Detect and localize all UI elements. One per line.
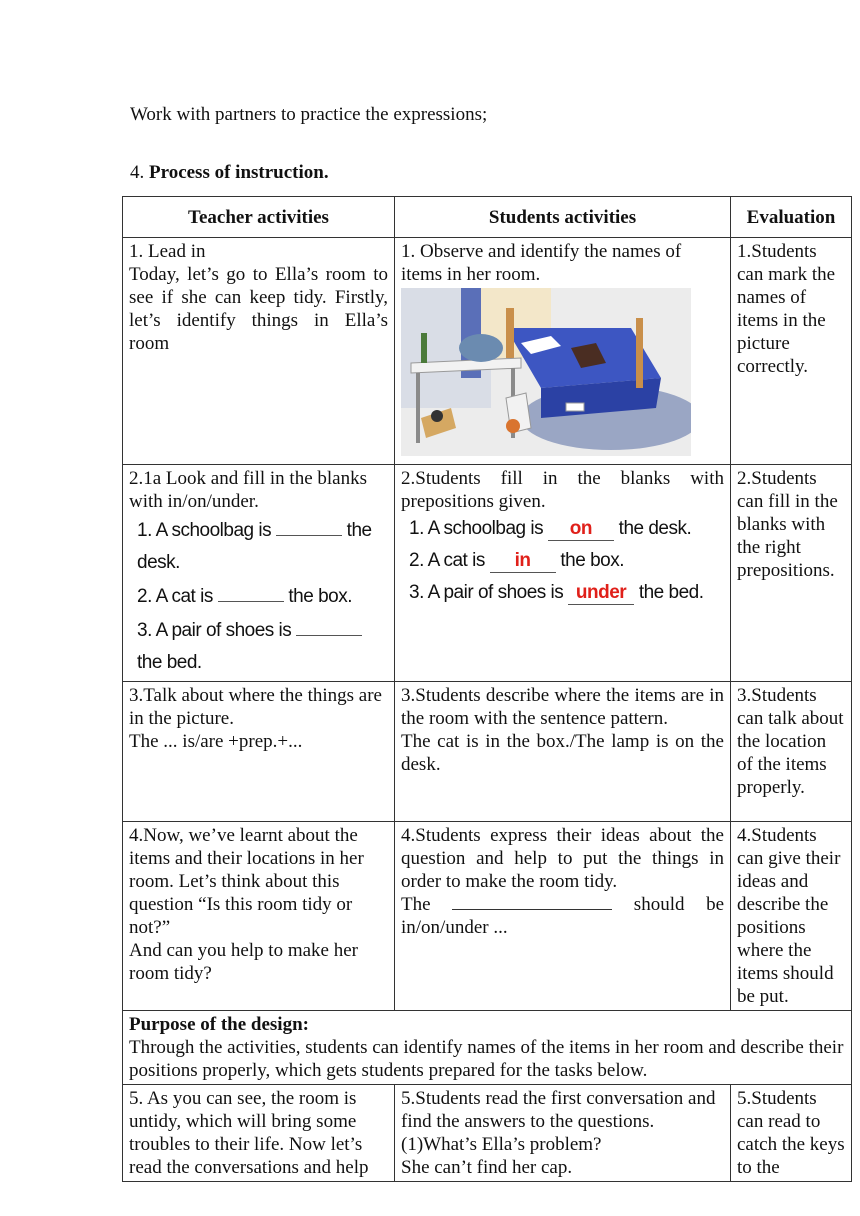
students-question: (1)What’s Ella’s problem? [401,1134,602,1155]
step-title: 1. Lead in [129,241,206,262]
purpose-title: Purpose of the design: [129,1014,309,1035]
purpose-text: Through the activities, students can identify names of the items in her room and describe their positions properly, which gets students prepared for the tasks below. [129,1037,844,1081]
table-row [123,238,852,465]
section-heading [130,162,329,184]
header-teacher: Teacher activities [123,197,395,238]
answer-item: 1. A schoolbag is on the desk. [409,518,692,539]
students-text: 1. Observe and identify the names of items in her room. [401,241,682,285]
teacher-cell [123,822,395,1011]
students-cell [395,682,731,822]
evaluation-cell: 1.Students can mark the names of items in the picture correctly. [731,238,852,465]
evaluation-cell: 3.Students can talk about the location of the items properly. [731,682,852,822]
teacher-cell [123,465,395,682]
table-row [123,822,852,1011]
teacher-text: 2.1a Look and fill in the blanks with in/on/under. [129,468,367,512]
purpose-row [123,1011,852,1085]
header-evaluation: Evaluation [731,197,852,238]
instruction-table [122,196,852,1182]
exercise-item: 2. A cat is the box. [137,579,388,613]
evaluation-cell: 4.Students can give their ideas and describe the positions where the items should be put. [731,822,852,1011]
table-row [123,465,852,682]
answer-on: on [548,518,614,541]
exercise-item: 1. A schoolbag is the desk. [137,513,388,579]
students-text: 3.Students describe where the items are in the room with the sentence pattern. [401,685,724,729]
students-cell [395,238,731,465]
answer-item: 3. A pair of shoes is under the bed. [409,582,704,603]
section-title: Process of instruction. [149,162,329,183]
exercise-item: 3. A pair of shoes is the bed. [137,613,388,679]
students-text: 5.Students read the first conversation and find the answers to the questions. [401,1088,716,1132]
sentence-pattern: The ... is/are +prep.+... [129,731,303,752]
students-pattern: The should be in/on/under ... [401,894,725,938]
teacher-text: 3.Talk about where the things are in the picture. [129,685,382,729]
students-cell [395,465,731,682]
table-header-row [123,197,852,238]
table-row [123,1085,852,1182]
teacher-text: Today, let’s go to Ella’s room to see if she can keep tidy. Firstly, let’s identify things in Ella’s room [129,264,388,354]
answer-in: in [490,550,556,573]
answer-under: under [568,582,634,605]
purpose-cell [123,1011,852,1085]
students-text: 4.Students express their ideas about the question and help to put the things in order to make the room tidy. [401,825,724,892]
teacher-text: 4.Now, we’ve learnt about the items and their locations in her room. Let’s think about this question “Is this room tidy or not?” [129,825,364,938]
teacher-question: And can you help to make her room tidy? [129,940,358,984]
teacher-cell: 5. As you can see, the room is untidy, which will bring some troubles to their life. Now let’s read the conversations and help [123,1085,395,1182]
table-row [123,682,852,822]
section-number: 4. [130,162,145,183]
answer-list [409,513,724,609]
ella-room-picture [401,288,691,456]
students-example: The cat is in the box./The lamp is on the desk. [401,731,724,775]
teacher-cell [123,238,395,465]
students-text: 2.Students fill in the blanks with prepositions given. [401,468,724,512]
evaluation-cell: 2.Students can fill in the blanks with the right prepositions. [731,465,852,682]
answer-blank [452,893,612,910]
intro-text: Work with partners to practice the expressions; [130,104,488,125]
answer-item: 2. A cat is in the box. [409,550,624,571]
header-students: Students activities [395,197,731,238]
students-cell [395,822,731,1011]
students-cell [395,1085,731,1182]
exercise-list [137,513,388,679]
students-answer: She can’t find her cap. [401,1157,573,1178]
evaluation-cell: 5.Students can read to catch the keys to the [731,1085,852,1182]
teacher-cell [123,682,395,822]
